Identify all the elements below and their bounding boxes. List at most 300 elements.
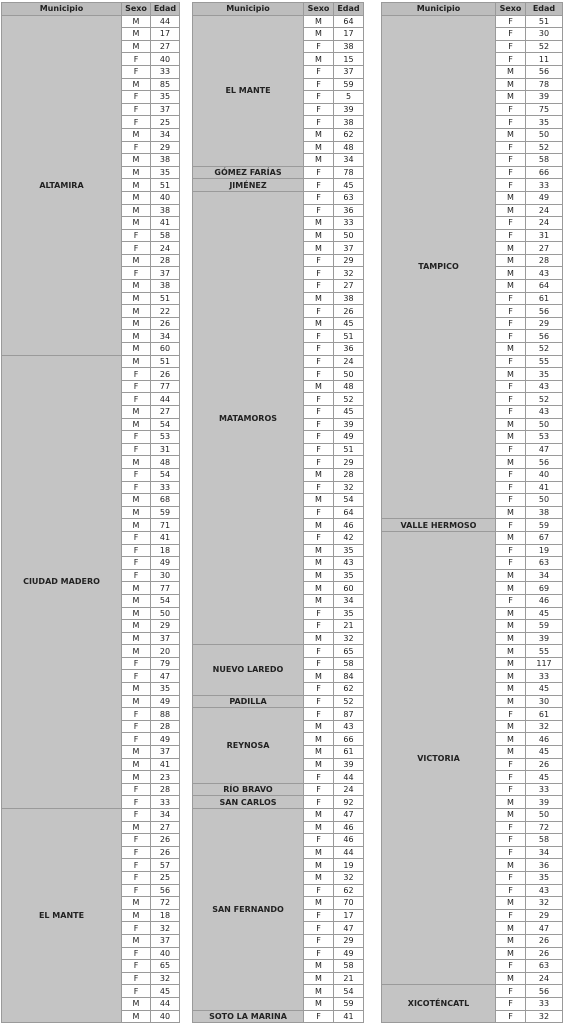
edad-cell: 52 [334, 695, 364, 708]
sexo-cell: F [122, 733, 151, 746]
sexo-cell: F [496, 305, 526, 318]
sexo-cell: M [496, 922, 526, 935]
sexo-cell: M [122, 254, 151, 267]
edad-cell: 45 [334, 179, 364, 192]
edad-cell: 46 [334, 519, 364, 532]
municipio-cell: JIMÉNEZ [193, 179, 304, 192]
sexo-cell: F [496, 53, 526, 66]
sexo-cell: M [304, 746, 334, 759]
sexo-cell: M [304, 758, 334, 771]
edad-cell: 19 [334, 859, 364, 872]
sexo-cell: F [122, 657, 151, 670]
edad-cell: 63 [526, 960, 563, 973]
sexo-cell: F [496, 997, 526, 1010]
edad-cell: 79 [151, 657, 180, 670]
edad-cell: 45 [526, 607, 563, 620]
edad-cell: 40 [151, 947, 180, 960]
sexo-cell: M [122, 620, 151, 633]
sexo-cell: F [122, 468, 151, 481]
municipio-cell: GÓMEZ FARÍAS [193, 166, 304, 179]
sexo-cell: F [496, 40, 526, 53]
edad-cell: 36 [334, 343, 364, 356]
sexo-cell: F [304, 91, 334, 104]
edad-cell: 51 [526, 15, 563, 28]
edad-cell: 78 [334, 166, 364, 179]
edad-cell: 52 [526, 343, 563, 356]
edad-cell: 56 [526, 305, 563, 318]
edad-cell: 27 [526, 242, 563, 255]
edad-cell: 58 [151, 229, 180, 242]
sexo-cell: F [304, 116, 334, 129]
sexo-cell: M [496, 632, 526, 645]
edad-cell: 29 [334, 254, 364, 267]
edad-cell: 58 [526, 834, 563, 847]
edad-cell: 34 [334, 154, 364, 167]
sexo-cell: F [304, 834, 334, 847]
sexo-cell: F [122, 670, 151, 683]
sexo-cell: F [496, 317, 526, 330]
edad-cell: 45 [526, 683, 563, 696]
edad-cell: 35 [151, 166, 180, 179]
sexo-cell: F [304, 922, 334, 935]
edad-cell: 29 [151, 141, 180, 154]
sexo-cell: M [496, 934, 526, 947]
sexo-cell: M [122, 406, 151, 419]
edad-cell: 56 [526, 985, 563, 998]
sexo-cell: F [496, 557, 526, 570]
sexo-cell: F [122, 380, 151, 393]
header-sexo: Sexo [122, 3, 151, 16]
sexo-cell: F [304, 783, 334, 796]
edad-cell: 62 [334, 128, 364, 141]
sexo-cell: F [496, 594, 526, 607]
sexo-cell: M [304, 720, 334, 733]
edad-cell: 49 [526, 191, 563, 204]
table-row [193, 783, 364, 796]
sexo-cell: F [122, 267, 151, 280]
edad-cell: 53 [526, 431, 563, 444]
edad-cell: 35 [526, 871, 563, 884]
sexo-cell: M [496, 683, 526, 696]
header-edad: Edad [334, 3, 364, 16]
sexo-cell: M [304, 594, 334, 607]
sexo-cell: F [496, 544, 526, 557]
sexo-cell: F [304, 330, 334, 343]
municipio-cell: CIUDAD MADERO [2, 355, 122, 808]
table-row [193, 796, 364, 809]
sexo-cell: M [122, 355, 151, 368]
edad-cell: 51 [151, 179, 180, 192]
table-row [382, 985, 563, 998]
sexo-cell: F [304, 343, 334, 356]
sexo-cell: M [122, 280, 151, 293]
sexo-cell: M [496, 254, 526, 267]
edad-cell: 61 [526, 292, 563, 305]
edad-cell: 33 [151, 481, 180, 494]
sexo-cell: F [304, 481, 334, 494]
sexo-cell: M [496, 456, 526, 469]
sexo-cell: M [496, 809, 526, 822]
sexo-cell: M [496, 78, 526, 91]
municipio-cell: ALTAMIRA [2, 15, 122, 355]
sexo-cell: M [304, 670, 334, 683]
municipio-cell: VALLE HERMOSO [382, 519, 496, 532]
edad-cell: 38 [151, 204, 180, 217]
edad-cell: 37 [151, 934, 180, 947]
data-table-3 [381, 2, 563, 1023]
edad-cell: 56 [151, 884, 180, 897]
data-table-2 [192, 2, 364, 1023]
edad-cell: 50 [526, 494, 563, 507]
sexo-cell: F [496, 783, 526, 796]
edad-cell: 30 [526, 28, 563, 41]
sexo-cell: M [496, 582, 526, 595]
sexo-cell: M [496, 431, 526, 444]
edad-cell: 32 [151, 972, 180, 985]
edad-cell: 39 [334, 418, 364, 431]
sexo-cell: M [496, 670, 526, 683]
sexo-cell: M [496, 620, 526, 633]
sexo-cell: F [304, 368, 334, 381]
table-row [2, 355, 180, 368]
sexo-cell: F [496, 985, 526, 998]
sexo-cell: M [496, 645, 526, 658]
municipio-cell: MATAMOROS [193, 191, 304, 644]
edad-cell: 43 [526, 406, 563, 419]
sexo-cell: M [496, 607, 526, 620]
sexo-cell: M [122, 632, 151, 645]
sexo-cell: M [496, 343, 526, 356]
sexo-cell: M [122, 166, 151, 179]
sexo-cell: M [304, 519, 334, 532]
sexo-cell: M [304, 846, 334, 859]
edad-cell: 51 [151, 355, 180, 368]
sexo-cell: M [122, 179, 151, 192]
edad-cell: 46 [334, 821, 364, 834]
edad-cell: 26 [151, 368, 180, 381]
edad-cell: 58 [334, 657, 364, 670]
edad-cell: 64 [526, 280, 563, 293]
edad-cell: 37 [334, 65, 364, 78]
edad-cell: 32 [334, 871, 364, 884]
municipio-cell: PADILLA [193, 695, 304, 708]
sexo-cell: M [304, 468, 334, 481]
edad-cell: 47 [526, 443, 563, 456]
edad-cell: 20 [151, 645, 180, 658]
sexo-cell: F [496, 481, 526, 494]
edad-cell: 54 [334, 494, 364, 507]
sexo-cell: M [122, 28, 151, 41]
edad-cell: 35 [334, 569, 364, 582]
sexo-cell: F [496, 519, 526, 532]
edad-cell: 33 [526, 670, 563, 683]
sexo-cell: F [496, 179, 526, 192]
edad-cell: 77 [151, 380, 180, 393]
sexo-cell: M [122, 191, 151, 204]
edad-cell: 49 [151, 695, 180, 708]
municipio-cell: SAN CARLOS [193, 796, 304, 809]
sexo-cell: F [496, 229, 526, 242]
edad-cell: 39 [526, 632, 563, 645]
edad-cell: 49 [151, 733, 180, 746]
edad-cell: 24 [526, 972, 563, 985]
table-row [193, 809, 364, 822]
edad-cell: 33 [151, 796, 180, 809]
edad-cell: 39 [526, 796, 563, 809]
sexo-cell: F [496, 443, 526, 456]
header-municipio: Municipio [382, 3, 496, 16]
edad-cell: 25 [151, 871, 180, 884]
sexo-cell: M [304, 809, 334, 822]
sexo-cell: F [304, 103, 334, 116]
sexo-cell: F [122, 846, 151, 859]
edad-cell: 32 [526, 1010, 563, 1023]
sexo-cell: M [304, 128, 334, 141]
sexo-cell: M [122, 771, 151, 784]
edad-cell: 37 [151, 267, 180, 280]
edad-cell: 75 [526, 103, 563, 116]
header-edad: Edad [526, 3, 563, 16]
edad-cell: 17 [334, 28, 364, 41]
sexo-cell: M [496, 720, 526, 733]
edad-cell: 38 [151, 280, 180, 293]
sexo-cell: M [122, 494, 151, 507]
sexo-cell: F [122, 141, 151, 154]
edad-cell: 35 [334, 607, 364, 620]
edad-cell: 55 [526, 645, 563, 658]
municipio-cell: EL MANTE [193, 15, 304, 166]
sexo-cell: F [304, 683, 334, 696]
edad-cell: 32 [526, 897, 563, 910]
edad-cell: 48 [151, 456, 180, 469]
sexo-cell: F [304, 204, 334, 217]
edad-cell: 32 [334, 632, 364, 645]
sexo-cell: F [496, 355, 526, 368]
sexo-cell: F [304, 40, 334, 53]
sexo-cell: F [304, 254, 334, 267]
sexo-cell: M [122, 204, 151, 217]
edad-cell: 15 [334, 53, 364, 66]
edad-cell: 34 [526, 569, 563, 582]
edad-cell: 26 [526, 758, 563, 771]
edad-cell: 50 [151, 607, 180, 620]
sexo-cell: M [496, 204, 526, 217]
sexo-cell: M [122, 217, 151, 230]
header-row [382, 3, 563, 16]
sexo-cell: F [122, 229, 151, 242]
edad-cell: 43 [334, 720, 364, 733]
edad-cell: 29 [151, 620, 180, 633]
data-table-1 [1, 2, 180, 1023]
sexo-cell: F [304, 191, 334, 204]
sexo-cell: M [496, 796, 526, 809]
edad-cell: 33 [334, 217, 364, 230]
edad-cell: 24 [334, 783, 364, 796]
sexo-cell: M [304, 821, 334, 834]
edad-cell: 44 [334, 846, 364, 859]
sexo-cell: F [122, 557, 151, 570]
sexo-cell: F [496, 217, 526, 230]
edad-cell: 32 [151, 922, 180, 935]
edad-cell: 38 [334, 116, 364, 129]
edad-cell: 46 [526, 733, 563, 746]
sexo-cell: F [496, 821, 526, 834]
edad-cell: 26 [526, 947, 563, 960]
edad-cell: 17 [334, 909, 364, 922]
edad-cell: 38 [151, 154, 180, 167]
sexo-cell: M [496, 947, 526, 960]
table-row [193, 15, 364, 28]
sexo-cell: F [122, 53, 151, 66]
sexo-cell: F [122, 708, 151, 721]
municipio-cell: SAN FERNANDO [193, 809, 304, 1011]
edad-cell: 66 [526, 166, 563, 179]
edad-cell: 35 [526, 368, 563, 381]
sexo-cell: M [304, 494, 334, 507]
edad-cell: 60 [334, 582, 364, 595]
sexo-cell: M [304, 53, 334, 66]
edad-cell: 35 [151, 91, 180, 104]
sexo-cell: F [496, 15, 526, 28]
sexo-cell: M [304, 972, 334, 985]
edad-cell: 45 [526, 746, 563, 759]
sexo-cell: M [496, 242, 526, 255]
sexo-cell: M [122, 292, 151, 305]
sexo-cell: F [304, 456, 334, 469]
edad-cell: 48 [334, 380, 364, 393]
sexo-cell: F [122, 960, 151, 973]
edad-cell: 24 [526, 204, 563, 217]
edad-cell: 88 [151, 708, 180, 721]
sexo-cell: F [496, 154, 526, 167]
sexo-cell: M [496, 695, 526, 708]
edad-cell: 30 [151, 569, 180, 582]
sexo-cell: M [304, 960, 334, 973]
edad-cell: 33 [526, 997, 563, 1010]
sexo-cell: M [304, 217, 334, 230]
sexo-cell: M [496, 267, 526, 280]
sexo-cell: F [304, 65, 334, 78]
sexo-cell: F [304, 431, 334, 444]
edad-cell: 58 [334, 960, 364, 973]
edad-cell: 48 [334, 141, 364, 154]
sexo-cell: M [496, 733, 526, 746]
edad-cell: 27 [151, 821, 180, 834]
edad-cell: 59 [334, 997, 364, 1010]
sexo-cell: M [496, 569, 526, 582]
sexo-cell: F [304, 796, 334, 809]
edad-cell: 24 [526, 217, 563, 230]
sexo-cell: F [304, 771, 334, 784]
sexo-cell: F [122, 91, 151, 104]
edad-cell: 64 [334, 506, 364, 519]
sexo-cell: M [496, 368, 526, 381]
sexo-cell: M [496, 657, 526, 670]
municipio-cell: TAMPICO [382, 15, 496, 519]
table-row [2, 15, 180, 28]
edad-cell: 50 [526, 128, 563, 141]
municipio-cell: REYNOSA [193, 708, 304, 784]
sexo-cell: F [304, 947, 334, 960]
edad-cell: 34 [151, 330, 180, 343]
edad-cell: 87 [334, 708, 364, 721]
sexo-cell: F [304, 355, 334, 368]
sexo-cell: M [304, 859, 334, 872]
edad-cell: 54 [151, 594, 180, 607]
edad-cell: 27 [151, 40, 180, 53]
sexo-cell: F [304, 708, 334, 721]
edad-cell: 35 [334, 544, 364, 557]
sexo-cell: F [122, 884, 151, 897]
table-row [193, 695, 364, 708]
edad-cell: 35 [526, 116, 563, 129]
edad-cell: 24 [334, 355, 364, 368]
sexo-cell: M [122, 305, 151, 318]
sexo-cell: M [496, 531, 526, 544]
edad-cell: 50 [334, 229, 364, 242]
edad-cell: 40 [151, 1010, 180, 1023]
sexo-cell: F [304, 506, 334, 519]
sexo-cell: M [304, 229, 334, 242]
sexo-cell: M [304, 380, 334, 393]
edad-cell: 27 [334, 280, 364, 293]
header-row [2, 3, 180, 16]
edad-cell: 22 [151, 305, 180, 318]
sexo-cell: M [122, 821, 151, 834]
sexo-cell: F [122, 796, 151, 809]
sexo-cell: M [496, 128, 526, 141]
edad-cell: 71 [151, 519, 180, 532]
edad-cell: 59 [526, 519, 563, 532]
edad-cell: 39 [334, 758, 364, 771]
edad-cell: 34 [151, 809, 180, 822]
edad-cell: 50 [334, 368, 364, 381]
sexo-cell: F [304, 267, 334, 280]
edad-cell: 65 [151, 960, 180, 973]
edad-cell: 40 [151, 53, 180, 66]
edad-cell: 26 [526, 934, 563, 947]
edad-cell: 36 [526, 859, 563, 872]
edad-cell: 51 [334, 443, 364, 456]
edad-cell: 92 [334, 796, 364, 809]
table-row [193, 191, 364, 204]
edad-cell: 40 [526, 468, 563, 481]
municipio-cell: EL MANTE [2, 809, 122, 1023]
edad-cell: 49 [334, 947, 364, 960]
sexo-cell: F [496, 1010, 526, 1023]
sexo-cell: F [496, 166, 526, 179]
sexo-cell: M [304, 317, 334, 330]
edad-cell: 56 [526, 456, 563, 469]
edad-cell: 44 [151, 15, 180, 28]
sexo-cell: M [122, 1010, 151, 1023]
table-row [382, 531, 563, 544]
sexo-cell: F [496, 708, 526, 721]
edad-cell: 28 [151, 720, 180, 733]
edad-cell: 33 [526, 783, 563, 796]
edad-cell: 66 [334, 733, 364, 746]
edad-cell: 53 [151, 431, 180, 444]
edad-cell: 41 [334, 1010, 364, 1023]
sexo-cell: F [122, 834, 151, 847]
sexo-cell: F [496, 909, 526, 922]
sexo-cell: M [496, 897, 526, 910]
sexo-cell: M [496, 65, 526, 78]
edad-cell: 59 [526, 620, 563, 633]
sexo-cell: M [122, 683, 151, 696]
sexo-cell: M [122, 418, 151, 431]
edad-cell: 77 [151, 582, 180, 595]
